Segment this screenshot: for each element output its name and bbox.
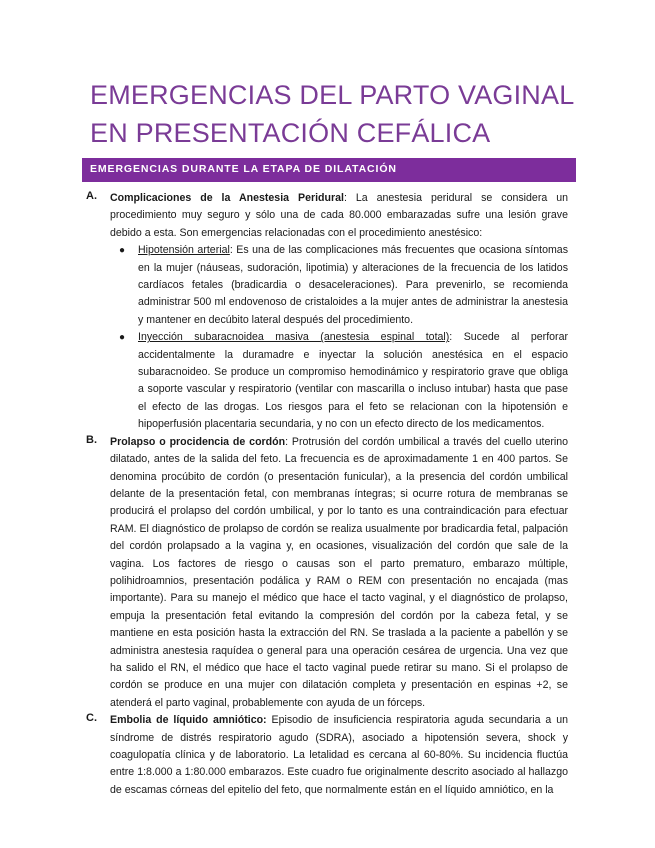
- section-heading-bar: [82, 158, 576, 182]
- bullet-icon: ●: [119, 332, 126, 344]
- item-paragraph: [110, 434, 568, 713]
- bullet-text: : Es una de las complicaciones más frecuentes que ocasiona síntomas en la mujer (náuseas, sudoración, lipotimia) y alteraciones de la frecuencia de los latidos cardíacos fetales (bradicardia o desaceleraciones). Para prevenirlo, se recomienda administrar 500 ml endovenoso de cristaloides a la mujer antes de administrar la anestesia y mantener en decúbito lateral después del procedimiento.: [138, 244, 568, 326]
- bullet-item: [118, 329, 568, 433]
- bullet-text: : Sucede al perforar accidentalmente la duramadre e inyectar la solución anestésica en el espacio subaracnoideo. Se produce un compromiso hemodinámico y respiratorio grave que obliga a soporte vascular y respiratorio (ventilar con mascarilla o incluso intubar) hasta que pase el efecto de las drogas. Los riesgos para el feto se relacionan con la hipotensión e hipoperfusión placentaria secundaria, y no con un efecto directo de los medicamentos.: [138, 331, 568, 431]
- bullet-paragraph: [138, 329, 568, 433]
- item-lead: Embolia de líquido amniótico:: [110, 714, 267, 727]
- page-title: EMERGENCIAS DEL PARTO VAGINAL EN PRESENTACIÓN CEFÁLICA: [90, 80, 574, 148]
- item-lead: Complicaciones de la Anestesia Peridural: [110, 192, 344, 204]
- item-text: : La anestesia peridural se considera un procedimiento muy seguro y sólo una de cada 80.000 embarazadas sufre una lesión grave debido a esta. Son emergencias relacionadas con el procedimiento anestésico:: [110, 192, 568, 239]
- bullet-term: Hipotensión arterial: [138, 244, 230, 257]
- item-letter: C.: [86, 712, 97, 725]
- item-text: : Protrusión del cordón umbilical a través del cuello uterino dilatado, antes de la salida del feto. La frecuencia es de aproximadamente 1 en 400 partos. Se denomina procúbito de cordón (o presentación funicular), a la presencia del cordón umbilical delante de la presentación fetal, con membranas íntegras; si ocurre rotura de membranas se producirá el prolapso del cordón umbilical, y por lo tanto es una contraindicación para efectuar RAM. El diagnóstico de prolapso de cordón se realiza usualmente por bradicardia fetal, palpación del cordón prolapsado a la vagina y, en ocasiones, visualización del cordón que sale de la vagina. Los factores de riesgo o causas son el parto prematuro, embarazo múltiple, polihidroamnios, presentación podálica y RAM o REM con presentación no encajada (mas importante). Para su manejo el médico que hace el tacto vaginal, y el diagnóstico de prolapso, empuja la presentación fetal evitando la compresión del cordón por la cabeza fetal, y se mantiene en esta posición hasta la extracción del RN. Se traslada a la paciente a pabellón y se administra anestesia raquídea o general para una operación cesárea de urgencia. Una vez que ha salido el RN, el médico que hace el tacto vaginal puede retirar su mano. Si el prolapso de cordón se produce en una mujer con dilatación completa y presentación en espinas +2, se atenderá el parto vaginal, probablemente con ayuda de un fórceps.: [110, 435, 569, 709]
- bullet-term: Inyección subaracnoidea masiva (anestesia espinal total): [138, 331, 450, 344]
- item-letter: B.: [86, 433, 97, 446]
- section-heading: EMERGENCIAS DURANTE LA ETAPA DE DILATACIÓN: [90, 163, 397, 175]
- list-item-c: [82, 712, 568, 799]
- item-lead: Prolapso o procidencia de cordón: [110, 435, 286, 448]
- bullet-paragraph: [138, 242, 568, 329]
- item-paragraph: [110, 712, 568, 799]
- list-item-b: [82, 434, 568, 713]
- document-body: [82, 190, 568, 799]
- bullet-icon: ●: [119, 245, 126, 257]
- list-item-a: [82, 190, 568, 434]
- bullet-item: [118, 242, 568, 329]
- item-letter: A.: [86, 190, 97, 202]
- item-text: Episodio de insuficiencia respiratoria aguda secundaria a un síndrome de distrés respiratorio agudo (SDRA), asociado a hipotensión severa, shock y coagulopatía clínica y de laboratorio. La letalidad es cercana al 60-80%. Su incidencia fluctúa entre 1:8.000 a 1:80.000 embarazos. Este cuadro fue originalmente descrito asociado al hallazgo de escamas córneas del epitelio del feto, que normalmente están en el líquido amniótico, en la: [110, 714, 569, 796]
- item-paragraph: [110, 190, 568, 242]
